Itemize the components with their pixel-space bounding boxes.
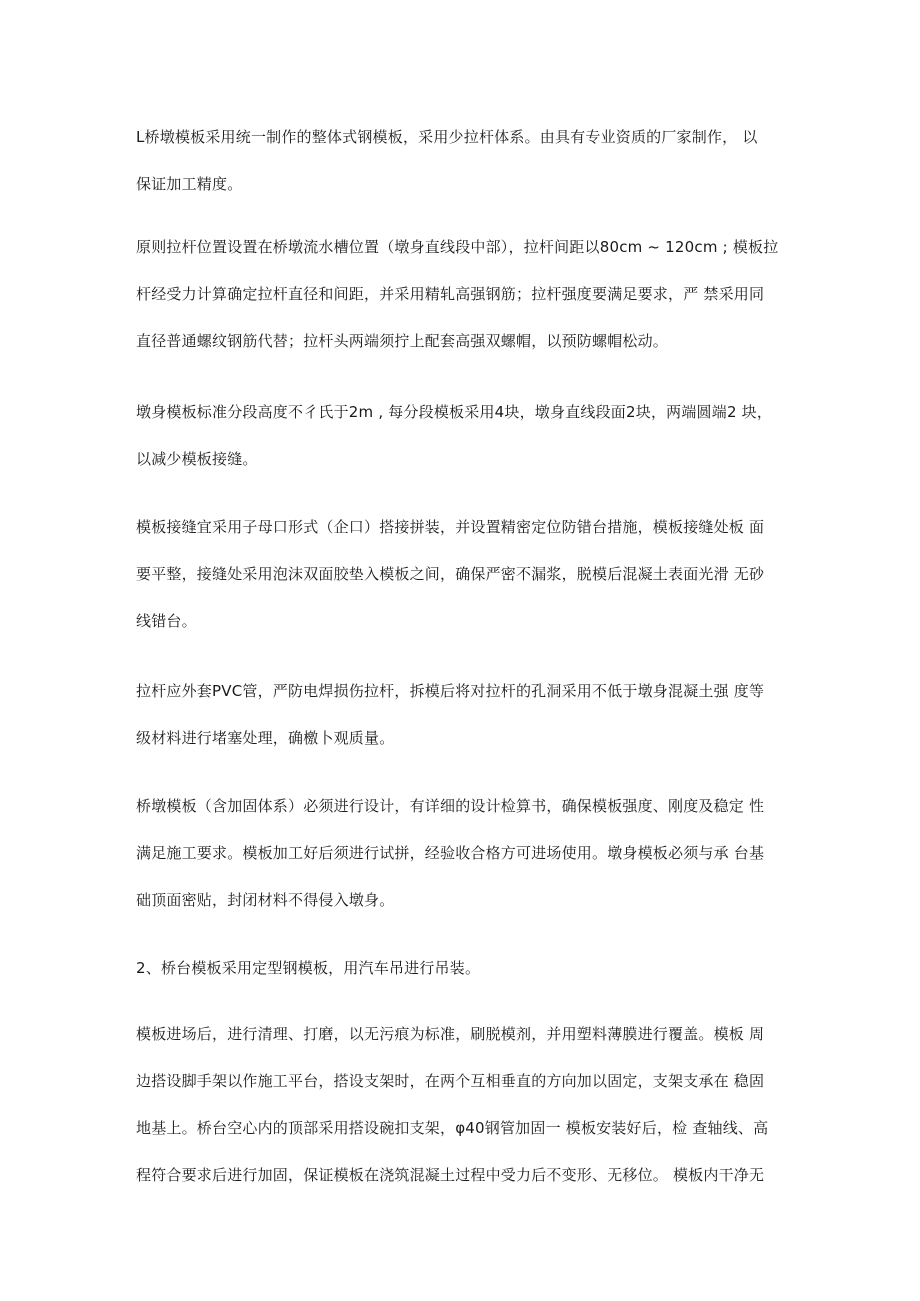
text-line: L桥墩模板采用统一制作的整体式钢模板，采用少拉杆体系。由具有专业资质的厂家制作， 以: [136, 128, 758, 146]
text-line: 桥墩模板（含加固体系）必须进行设计，有详细的设计检算书，确保模板强度、刚度及稳定 性: [136, 797, 765, 815]
paragraph-pier-formwork-intro: [136, 114, 786, 208]
text-line: 边搭设脚手架以作施工平台，搭设支架时，在两个互相垂直的方向加以固定，支架支承在 稳固: [136, 1072, 765, 1090]
text-line: 杆经受力计算确定拉杆直径和间距，并采用精轧高强钢筋；拉杆强度要满足要求，严 禁采用同: [136, 285, 765, 303]
text-line: 础顶面密贴，封闭材料不得侵入墩身。: [136, 891, 395, 909]
paragraph-abutment-process: [136, 1011, 786, 1199]
text-line: 级材料进行堵塞处理，确檄卜观质量。: [136, 729, 395, 747]
paragraph-formwork-joints: [136, 504, 786, 645]
text-line: 程符合要求后进行加固，保证模板在浇筑混凝土过程中受力后不变形、无移位。 模板内干净无: [136, 1166, 765, 1184]
text-line: 要平整，接缝处采用泡沫双面胶垫入模板之间，确保严密不漏浆，脱模后混凝土表面光滑 无砂: [136, 565, 765, 583]
paragraph-formwork-design: [136, 783, 786, 924]
text-line: 以减少模板接缝。: [136, 450, 258, 468]
text-line: 模板接缝宜采用子母口形式（企口）搭接拼装，并设置精密定位防错台措施，模板接缝处板 面: [136, 518, 765, 536]
text-line: 拉杆应外套PVC管，严防电焊损伤拉杆，拆模后将对拉杆的孔洞采用不低于墩身混凝土强 度等: [136, 682, 765, 700]
text-line: 地基上。桥台空心内的顶部采用搭设碗扣支架，φ40钢管加固一 模板安装好后，检 查轴线、高: [136, 1119, 769, 1137]
paragraph-abutment-heading: [136, 945, 786, 992]
text-line: 原则拉杆位置设置在桥墩流水槽位置（墩身直线段中部），拉杆间距以80cm ~ 120cm ; 模板拉: [136, 238, 779, 256]
paragraph-pvc-sleeve: [136, 668, 786, 762]
text-line: 保证加工精度。: [136, 175, 243, 193]
text-line: 墩身模板标准分段高度不彳氏于2m , 每分段模板采用4块，墩身直线段面2块，两端圆端2 块，: [136, 403, 773, 421]
text-line: 直径普通螺纹钢筋代替；拉杆头两端须拧上配套高强双螺帽，以预防螺帽松动。: [136, 332, 669, 350]
paragraph-segment-height: [136, 389, 786, 483]
text-line: 满足施工要求。模板加工好后须进行试拼，经验收合格方可进场使用。墩身模板必须与承 台基: [136, 844, 765, 862]
paragraph-tie-rod-position: [136, 224, 786, 365]
text-line: 2、桥台模板采用定型钢模板，用汽车吊进行吊装。: [136, 959, 481, 977]
text-line: 线错台。: [136, 612, 197, 630]
text-line: 模板进场后，进行清理、打磨，以无污痕为标准，刷脱模剂，并用塑料薄膜进行覆盖。模板 周: [136, 1025, 765, 1043]
